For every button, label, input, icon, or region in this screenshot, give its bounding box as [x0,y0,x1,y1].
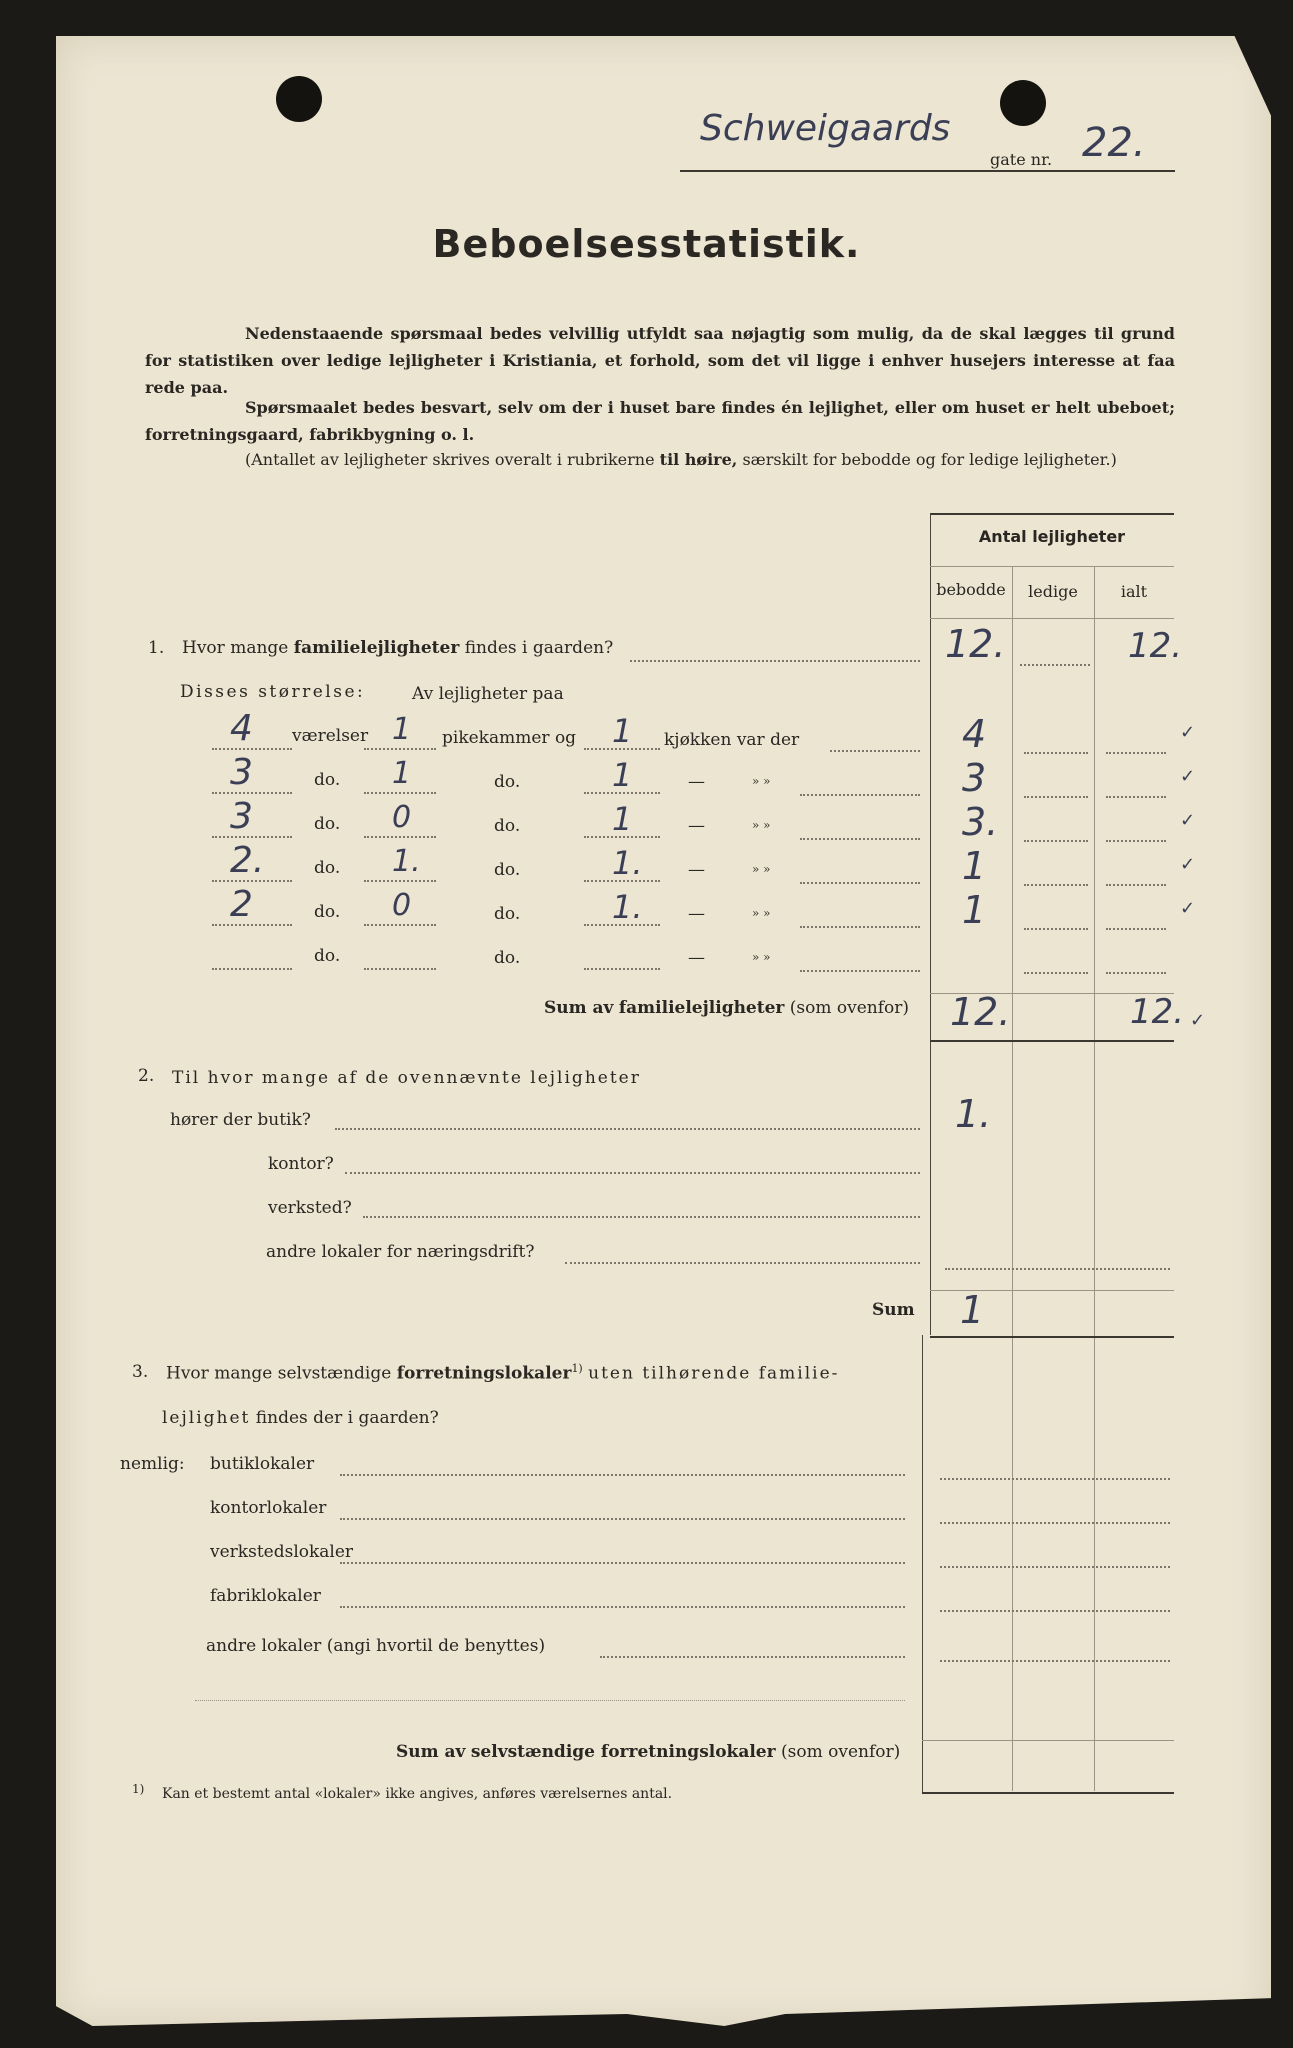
row-ledige-dots [1024,972,1088,974]
q1-ledige-dots [1020,664,1090,666]
maid-label: pikekammer og [442,728,577,748]
do-label: do. [494,904,521,924]
row-ialt-dots [1106,840,1166,842]
row-bebodde-value: 4 [962,712,987,756]
q1-question [182,638,613,658]
row-bebodde-value: 1 [962,888,987,932]
do-label: do. [314,946,341,966]
intro-p3-bold: til høire, [659,450,738,469]
table-left-rule [930,513,931,1335]
q2-andre-label: andre lokaler for næringsdrift? [266,1242,535,1262]
do-label: do. [314,902,341,922]
intro-paragraph-1: Nedenstaaende spørsmaal bedes velvillig utfyldt saa nøjagtig som mulig, da de skal lægges til grund for statistiken over ledige lejligheter i Kristiania, et forhold, som det vil ligge i enhver husejers interesse at faa rede paa. [145,324,1175,397]
do-label: do. [314,814,341,834]
q3-text-d: findes der i gaarden? [255,1408,439,1428]
ditto-mark: » » [752,818,771,832]
table-top-rule [930,513,1174,515]
q3-item-column-dots [940,1478,1170,1480]
maid-count-value: 0 [392,800,412,835]
row-ledige-dots [1024,796,1088,798]
kitchen-count-value: 1. [612,888,643,926]
q3-footnote-ref: 1) [571,1362,583,1375]
row-bebodde-value: 1 [962,844,987,888]
maid-count-value: 1 [392,756,412,791]
punch-hole-right [1000,80,1046,126]
row-check-mark: ✓ [1180,766,1196,787]
q1-number: 1. [148,638,165,658]
q3-sum-a: Sum av [396,1742,466,1762]
q3-text-b: uten tilhørende familie- [588,1363,840,1384]
q3-item-label: butiklokaler [210,1454,315,1474]
q1-sum-rule-bottom [930,1040,1174,1042]
kitchen-count-value: 1 [612,800,633,838]
room-count-value: 2. [230,840,265,881]
q2-column-dots [945,1268,1170,1270]
row-dots [800,882,920,884]
kitchen-count-line [584,968,660,970]
col-header-bebodde: bebodde [936,580,1006,599]
kitchen-count-value: 1. [612,844,643,882]
dash: — [688,860,705,880]
gate-label: gate nr. [990,150,1053,169]
row-ledige-dots [1024,840,1088,842]
sizes-label-b: Av lejligheter paa [412,684,564,704]
room-count-line [212,968,292,970]
maid-count-value: 1 [392,712,412,747]
q2-verksted-dots [363,1216,920,1218]
q3-item-column-dots [940,1566,1170,1568]
q1-sum-bold: familielejligheter [618,998,785,1018]
table-header-rule [930,566,1174,567]
row-dots [800,794,920,796]
q2-verksted-label: verksted? [268,1198,352,1218]
q3-item-column-dots [940,1522,1170,1524]
q3-item-dots [340,1606,905,1608]
kitchen-count-value: 1 [612,712,633,750]
row-ialt-dots [1106,928,1166,930]
ditto-mark: » » [752,906,771,920]
q2-andre-dots [565,1262,920,1264]
sizes-label: Disses størrelse: [180,682,366,702]
maid-count-line [364,748,436,750]
intro-p3-a: (Antallet av lejligheter skrives overalt i rubrikerne [245,450,655,469]
row-dots [800,970,920,972]
do-label: do. [314,770,341,790]
q3-item-label: andre lokaler (angi hvortil de benyttes) [206,1636,546,1656]
q3-number: 3. [132,1362,149,1382]
do-label: do. [314,858,341,878]
q1-sum-a: Sum av [544,998,614,1018]
table-header-rule-2 [930,618,1174,619]
q3-item-label: fabriklokaler [210,1586,321,1606]
intro-paragraph-2: Spørsmaalet bedes besvart, selv om der i huset bare findes én lejlighet, eller om huset er helt ubeboet; forretningsgaard, fabrikbygning o. l. [145,398,1175,444]
q1-sum-b: (som ovenfor) [789,998,910,1018]
row-bebodde-value: 3. [962,800,999,844]
dash: — [688,904,705,924]
row-ledige-dots [1024,928,1088,930]
do-label: do. [494,772,521,792]
q3-item-dots [600,1656,905,1658]
rooms-label: værelser [292,726,369,746]
q1-text-bold: familielejligheter [293,638,460,658]
q3-sum-label [396,1742,900,1762]
q3-item-label: verkstedslokaler [210,1542,354,1562]
q3-question [166,1362,839,1384]
row-bebodde-value: 3 [962,756,987,800]
q3-blank-line [195,1700,905,1701]
q1-text-b: findes i gaarden? [464,638,614,658]
q3-item-dots [340,1474,905,1476]
footnote-mark: 1) [132,1782,145,1796]
do-label: do. [494,948,521,968]
q3-text-a: Hvor mange selvstændige [166,1363,392,1384]
dash: — [688,772,705,792]
q1-sum-bebodde: 12. [950,990,1011,1034]
maid-count-value: 0 [392,888,412,923]
q2-butik-value: 1. [955,1092,992,1136]
ditto-mark: » » [752,774,771,788]
street-name-handwritten: Schweigaards [700,108,951,149]
room-count-value: 3 [230,796,253,837]
gate-number-handwritten: 22. [1082,120,1146,166]
row-ledige-dots [1024,752,1088,754]
q3-text-c: lejlighet [162,1408,251,1428]
do-label: do. [494,816,521,836]
row-dots [800,926,920,928]
q3-nemlig: nemlig: [120,1454,185,1474]
q3-question-line2 [162,1408,439,1428]
row-ialt-dots [1106,884,1166,886]
row-ialt-dots [1106,972,1166,974]
page-title: Beboelsesstatistik. [432,222,861,266]
q2-kontor-label: kontor? [268,1154,334,1174]
room-count-value: 2 [230,884,253,925]
row-check-mark: ✓ [1180,810,1196,831]
maid-count-value: 1. [392,844,421,879]
kitchen-label: kjøkken var der [664,730,800,750]
do-label: do. [494,860,521,880]
maid-count-line [364,792,436,794]
q1-ialt-value: 12. [1128,626,1183,666]
kitchen-count-value: 1 [612,756,633,794]
q2-question: Til hvor mange af de ovennævnte lejligheter [172,1068,641,1088]
maid-count-line [364,924,436,926]
row-ialt-dots [1106,752,1166,754]
q2-kontor-dots [345,1172,920,1174]
ditto-mark: » » [752,862,771,876]
q2-sum-value: 1 [960,1288,985,1332]
room-count-value: 3 [230,752,253,793]
dash: — [688,816,705,836]
row-ledige-dots [1024,884,1088,886]
q2-butik-label: hører der butik? [170,1110,311,1130]
room-count-value: 4 [230,708,253,749]
q3-text-bold: forretningslokaler [396,1363,572,1384]
q3-item-column-dots [940,1660,1170,1662]
dash: — [688,948,705,968]
q3-item-column-dots [940,1610,1170,1612]
table-left-rule-lower [922,1335,923,1793]
ditto-mark: » » [752,950,771,964]
punch-hole-left [276,76,322,122]
col-header-ialt: ialt [1120,582,1148,601]
q3-item-label: kontorlokaler [210,1498,327,1518]
q3-sum-rule-bottom [922,1792,1174,1794]
q1-text-a: Hvor mange [182,638,289,658]
row-dots [800,838,920,840]
q2-sum-label: Sum [872,1300,915,1320]
q1-sum-label [544,998,909,1018]
maid-count-line [364,968,436,970]
q1-bebodde-value: 12. [945,622,1006,666]
row-check-mark: ✓ [1180,854,1196,875]
row-check-mark: ✓ [1180,898,1196,919]
q1-sum-check-mark: ✓ [1190,1010,1206,1031]
q1-sum-ialt: 12. [1130,992,1185,1032]
row-check-mark: ✓ [1180,722,1196,743]
table-group-header: Antal lejligheter [978,527,1126,546]
q3-item-dots [340,1518,905,1520]
q2-sum-rule-bottom [930,1336,1174,1338]
q2-butik-dots [335,1128,920,1130]
q3-item-dots [340,1562,905,1564]
intro-p3-b: særskilt for bebodde og for ledige lejligheter.) [742,450,1117,469]
q3-sum-rule-top [922,1740,1174,1741]
footnote-text: Kan et bestemt antal «lokaler» ikke angives, anføres værelsernes antal. [162,1786,673,1802]
maid-count-line [364,880,436,882]
table-col-rule-1 [1012,566,1013,1791]
row-ialt-dots [1106,796,1166,798]
col-header-ledige: ledige [1028,582,1078,601]
q3-sum-b: (som ovenfor) [781,1742,901,1762]
q3-sum-bold: selvstændige forretningslokaler [470,1742,776,1762]
q1-dots [630,660,920,662]
q2-number: 2. [138,1066,155,1086]
address-line [680,170,1175,172]
row-dots [830,750,920,752]
maid-count-line [364,836,436,838]
table-col-rule-2 [1094,566,1095,1791]
intro-paragraph-3 [145,446,1175,473]
